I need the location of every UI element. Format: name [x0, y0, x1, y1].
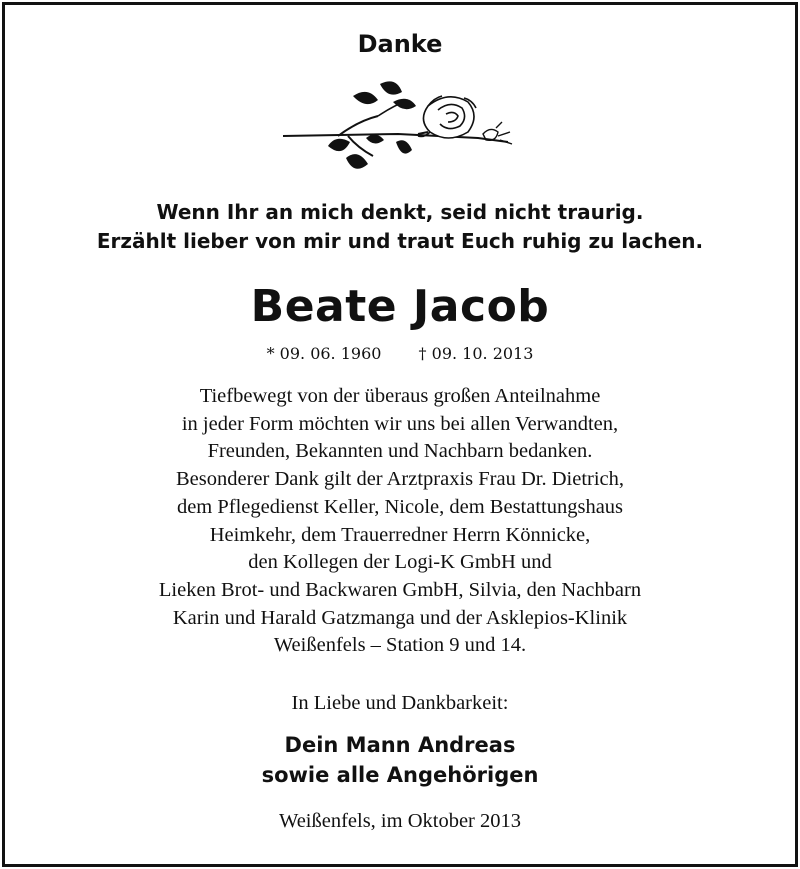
quote — [0, 198, 800, 256]
signature — [0, 730, 800, 790]
signature-line: sowie alle Angehörigen — [261, 763, 539, 787]
quote-line: Erzählt lieber von mir und traut Euch ruhig zu lachen. — [96, 229, 704, 253]
quote-line: Wenn Ihr an mich denkt, seid nicht traurig. — [156, 200, 644, 224]
body-line: Besonderer Dank gilt der Arztpraxis Frau Dr. Dietrich, — [175, 468, 625, 491]
body-line: Karin und Harald Gatzmanga und der Asklepios-Klinik — [172, 606, 628, 629]
rose-icon — [278, 76, 523, 181]
body-line: Weißenfels – Station 9 und 14. — [273, 634, 527, 657]
body-line: Heimkehr, dem Trauerredner Herrn Könnicke, — [209, 523, 591, 546]
signature-line: Dein Mann Andreas — [284, 733, 516, 757]
thanks-text — [0, 383, 800, 660]
body-line: Lieken Brot- und Backwaren GmbH, Silvia, den Nachbarn — [158, 578, 642, 601]
body-line: dem Pflegedienst Keller, Nicole, dem Bestattungshaus — [176, 495, 624, 518]
body-line: Freunden, Bekannten und Nachbarn bedanken. — [207, 440, 593, 463]
death-date: † 09. 10. 2013 — [418, 344, 534, 363]
life-dates — [0, 344, 800, 363]
body-line: den Kollegen der Logi-K GmbH und — [248, 551, 552, 574]
heading: Danke — [357, 30, 443, 58]
body-line: Tiefbewegt von der überaus großen Anteilnahme — [199, 385, 601, 407]
deceased-name: Beate Jacob — [250, 281, 550, 332]
birth-date: * 09. 06. 1960 — [266, 344, 382, 363]
closing-line: In Liebe und Dankbarkeit: — [291, 692, 509, 714]
place-date: Weißenfels, im Oktober 2013 — [278, 810, 522, 832]
body-line: in jeder Form möchten wir uns bei allen Verwandten, — [181, 412, 619, 435]
